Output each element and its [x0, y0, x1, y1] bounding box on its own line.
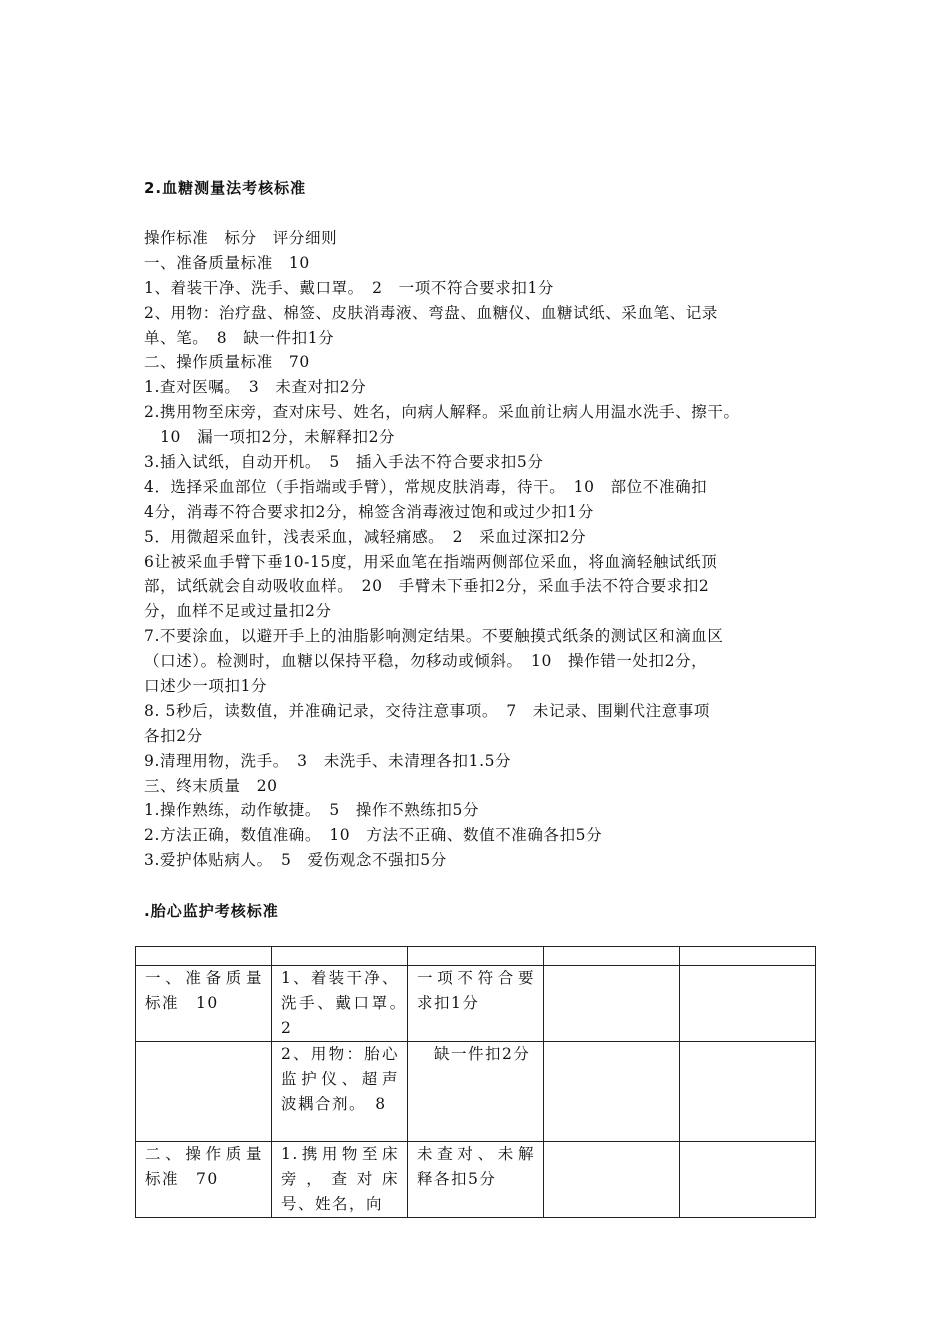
section-title-fetal-monitoring: .胎心监护考核标准 [144, 902, 279, 920]
table-cell [544, 1042, 680, 1142]
text-line: 部，试纸就会自动吸收血样。 20 手臂未下垂扣2分，采血手法不符合要求扣2 [144, 577, 710, 596]
text-line: 2.携用物至床旁，查对床号、姓名，向病人解释。采血前让病人用温水洗手、擦干。 [144, 403, 740, 422]
text-line: 1、着装干净、洗手、戴口罩。 2 一项不符合要求扣1分 [144, 278, 555, 297]
blood-glucose-standards [144, 226, 820, 873]
text-line: 3.爱护体贴病人。 5 爱伤观念不强扣5分 [144, 851, 447, 870]
table-cell: 缺一件扣2分 [408, 1042, 544, 1142]
table-row [136, 947, 816, 966]
text-line: 10 漏一项扣2分，未解释扣2分 [144, 428, 396, 447]
text-line: 8. 5秒后，读数值，并准确记录，交待注意事项。 7 未记录、围剿代注意事项 [144, 701, 710, 720]
text-line: 三、终末质量 20 [144, 776, 278, 795]
table-cell: 一、准备质量标准 10 [136, 966, 272, 1042]
text-line: 4分，消毒不符合要求扣2分，棉签含消毒液过饱和或过少扣1分 [144, 502, 594, 521]
text-line: 6让被采血手臂下垂10-15度，用采血笔在指端两侧部位采血，将血滴轻触试纸顶 [144, 552, 718, 571]
table-cell [544, 1142, 680, 1218]
text-line: 7.不要涂血，以避开手上的油脂影响测定结果。不要触摸式纸条的测试区和滴血区 [144, 627, 724, 646]
text-line: 3.插入试纸，自动开机。 5 插入手法不符合要求扣5分 [144, 453, 544, 472]
text-line: 单、笔。 8 缺一件扣1分 [144, 328, 335, 347]
text-line: 1.操作熟练，动作敏捷。 5 操作不熟练扣5分 [144, 801, 480, 820]
table-cell [680, 947, 816, 966]
text-line: 5．用微超采血针，浅表采血，减轻痛感。 2 采血过深扣2分 [144, 527, 587, 546]
table-cell [680, 1042, 816, 1142]
table-cell: 1.携用物至床旁，查对床号、姓名，向 [272, 1142, 408, 1218]
table-cell: 2、用物：胎心监护仪、超声波耦合剂。 8 [272, 1042, 408, 1142]
text-line: 分，血样不足或过量扣2分 [144, 602, 332, 621]
table-cell [272, 947, 408, 966]
text-line: 9.清理用物，洗手。 3 未洗手、未清理各扣1.5分 [144, 751, 512, 770]
table-cell: 未查对、未解释各扣5分 [408, 1142, 544, 1218]
text-line: 1.查对医嘱。 3 未查对扣2分 [144, 378, 367, 397]
table-cell: 1、着装干净、洗手、戴口罩。 2 [272, 966, 408, 1042]
table-cell [680, 1142, 816, 1218]
table-row [136, 1042, 816, 1142]
text-line: 2.方法正确，数值准确。 10 方法不正确、数值不准确各扣5分 [144, 826, 603, 845]
table-cell [680, 966, 816, 1042]
text-line: （口述）。检测时，血糖以保持平稳，勿移动或倾斜。 10 操作错一处扣2分， [144, 652, 708, 671]
fetal-monitoring-table [135, 946, 816, 1218]
table-row [136, 966, 816, 1042]
table-cell [408, 947, 544, 966]
table-cell [136, 947, 272, 966]
table-cell: 二、操作质量标准 70 [136, 1142, 272, 1218]
table-cell [136, 1042, 272, 1142]
table-cell [544, 947, 680, 966]
table-cell: 一项不符合要求扣1分 [408, 966, 544, 1042]
text-line: 4．选择采血部位（手指端或手臂），常规皮肤消毒，待干。 10 部位不准确扣 [144, 477, 708, 496]
table-row [136, 1142, 816, 1218]
text-line: 2、用物：治疗盘、棉签、皮肤消毒液、弯盘、血糖仪、血糖试纸、采血笔、记录 [144, 303, 718, 322]
text-line: 操作标准 标分 评分细则 [144, 229, 338, 247]
text-line: 口述少一项扣1分 [144, 677, 268, 696]
text-line: 各扣2分 [144, 726, 203, 745]
text-line: 一、准备质量标准 10 [144, 253, 310, 272]
section-title-blood-glucose: 2.血糖测量法考核标准 [144, 179, 307, 197]
text-line: 二、操作质量标准 70 [144, 353, 310, 372]
table-cell [544, 966, 680, 1042]
